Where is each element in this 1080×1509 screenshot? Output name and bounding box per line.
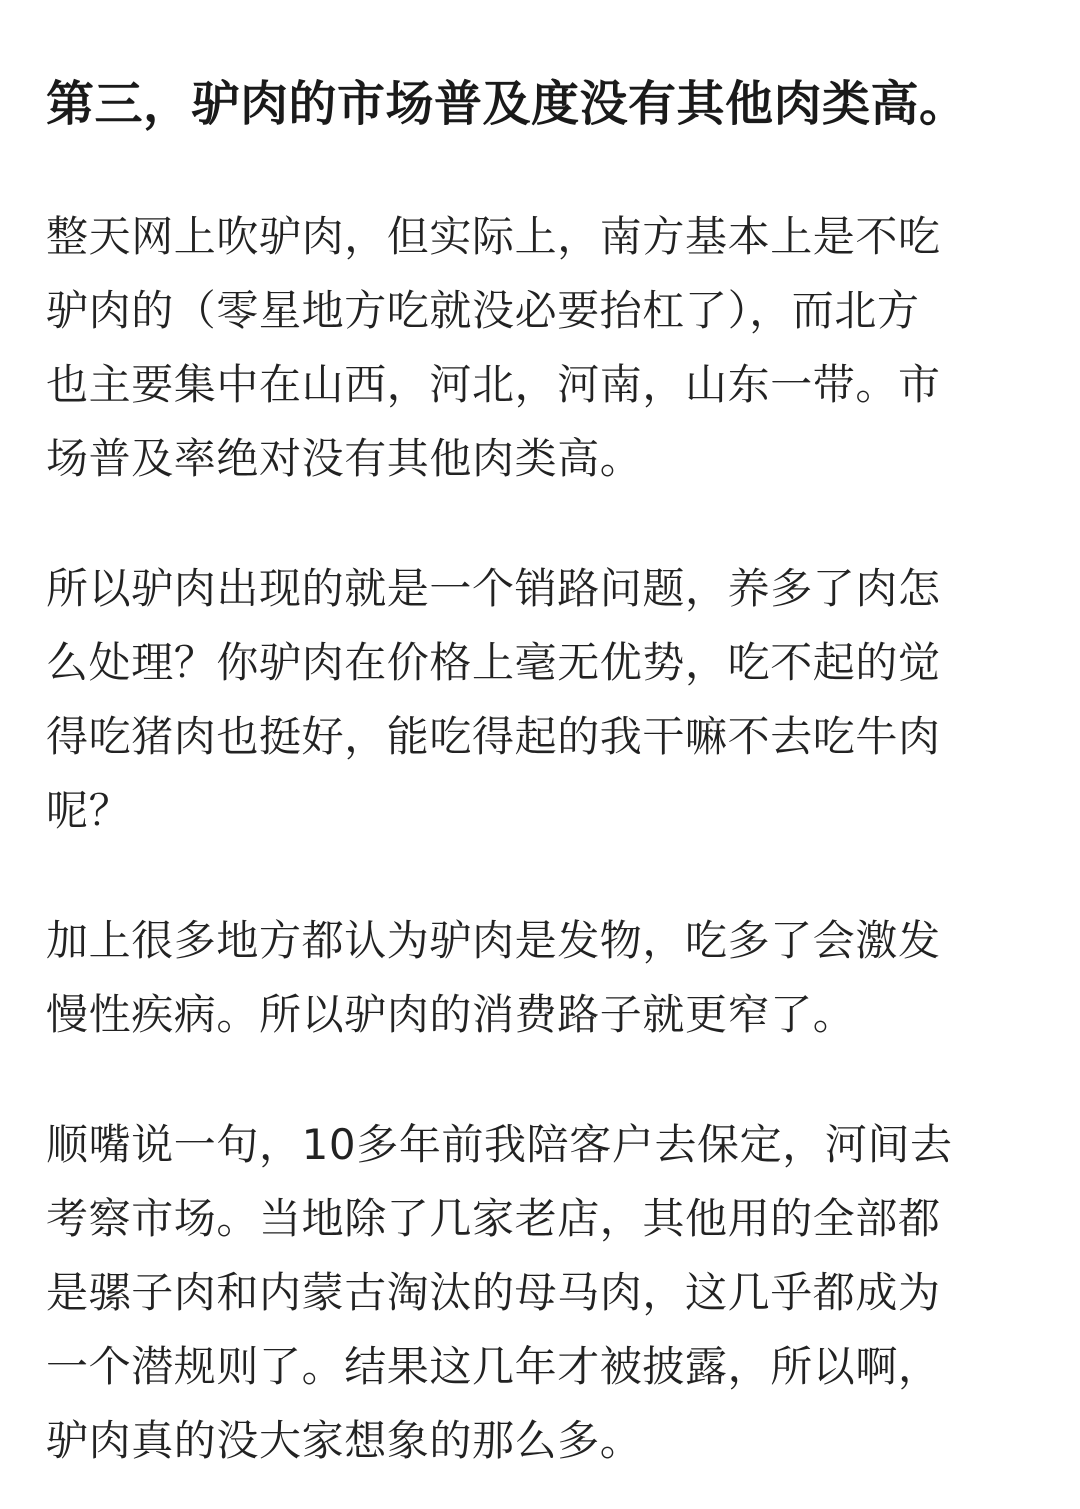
- paragraph-line: 呢？: [46, 786, 132, 835]
- paragraph-line: 驴肉的（零星地方吃就没必要抬杠了），而北方: [46, 286, 920, 335]
- paragraph-line: 场普及率绝对没有其他肉类高。: [46, 434, 643, 483]
- paragraph-line: 考察市场。当地除了几家老店，其他用的全部都: [46, 1194, 941, 1243]
- paragraph-line: 么处理？你驴肉在价格上毫无优势，吃不起的觉: [46, 638, 941, 687]
- paragraph-line: 得吃猪肉也挺好，能吃得起的我干嘛不去吃牛肉: [46, 712, 941, 761]
- paragraph-line: 也主要集中在山西，河北，河南，山东一带。市: [46, 360, 941, 409]
- paragraph-1: [46, 200, 1014, 496]
- paragraph-line: 驴肉真的没大家想象的那么多。: [46, 1416, 643, 1465]
- paragraph-line: 慢性疾病。所以驴肉的消费路子就更窄了。: [46, 990, 856, 1039]
- paragraph-3: [46, 904, 1014, 1052]
- paragraph-4: [46, 1108, 1014, 1478]
- paragraph-2: [46, 552, 1014, 848]
- article-heading: 第三，驴肉的市场普及度没有其他肉类高。: [46, 76, 968, 132]
- paragraph-line: 加上很多地方都认为驴肉是发物，吃多了会激发: [46, 916, 941, 965]
- paragraph-line: 顺嘴说一句，10多年前我陪客户去保定，河间去: [46, 1120, 953, 1169]
- paragraph-line: 一个潜规则了。结果这几年才被披露，所以啊，: [46, 1342, 941, 1391]
- paragraph-line: 是骡子肉和内蒙古淘汰的母马肉，这几乎都成为: [46, 1268, 941, 1317]
- paragraph-line: 所以驴肉出现的就是一个销路问题，养多了肉怎: [46, 564, 941, 613]
- paragraph-line: 整天网上吹驴肉，但实际上，南方基本上是不吃: [46, 212, 941, 261]
